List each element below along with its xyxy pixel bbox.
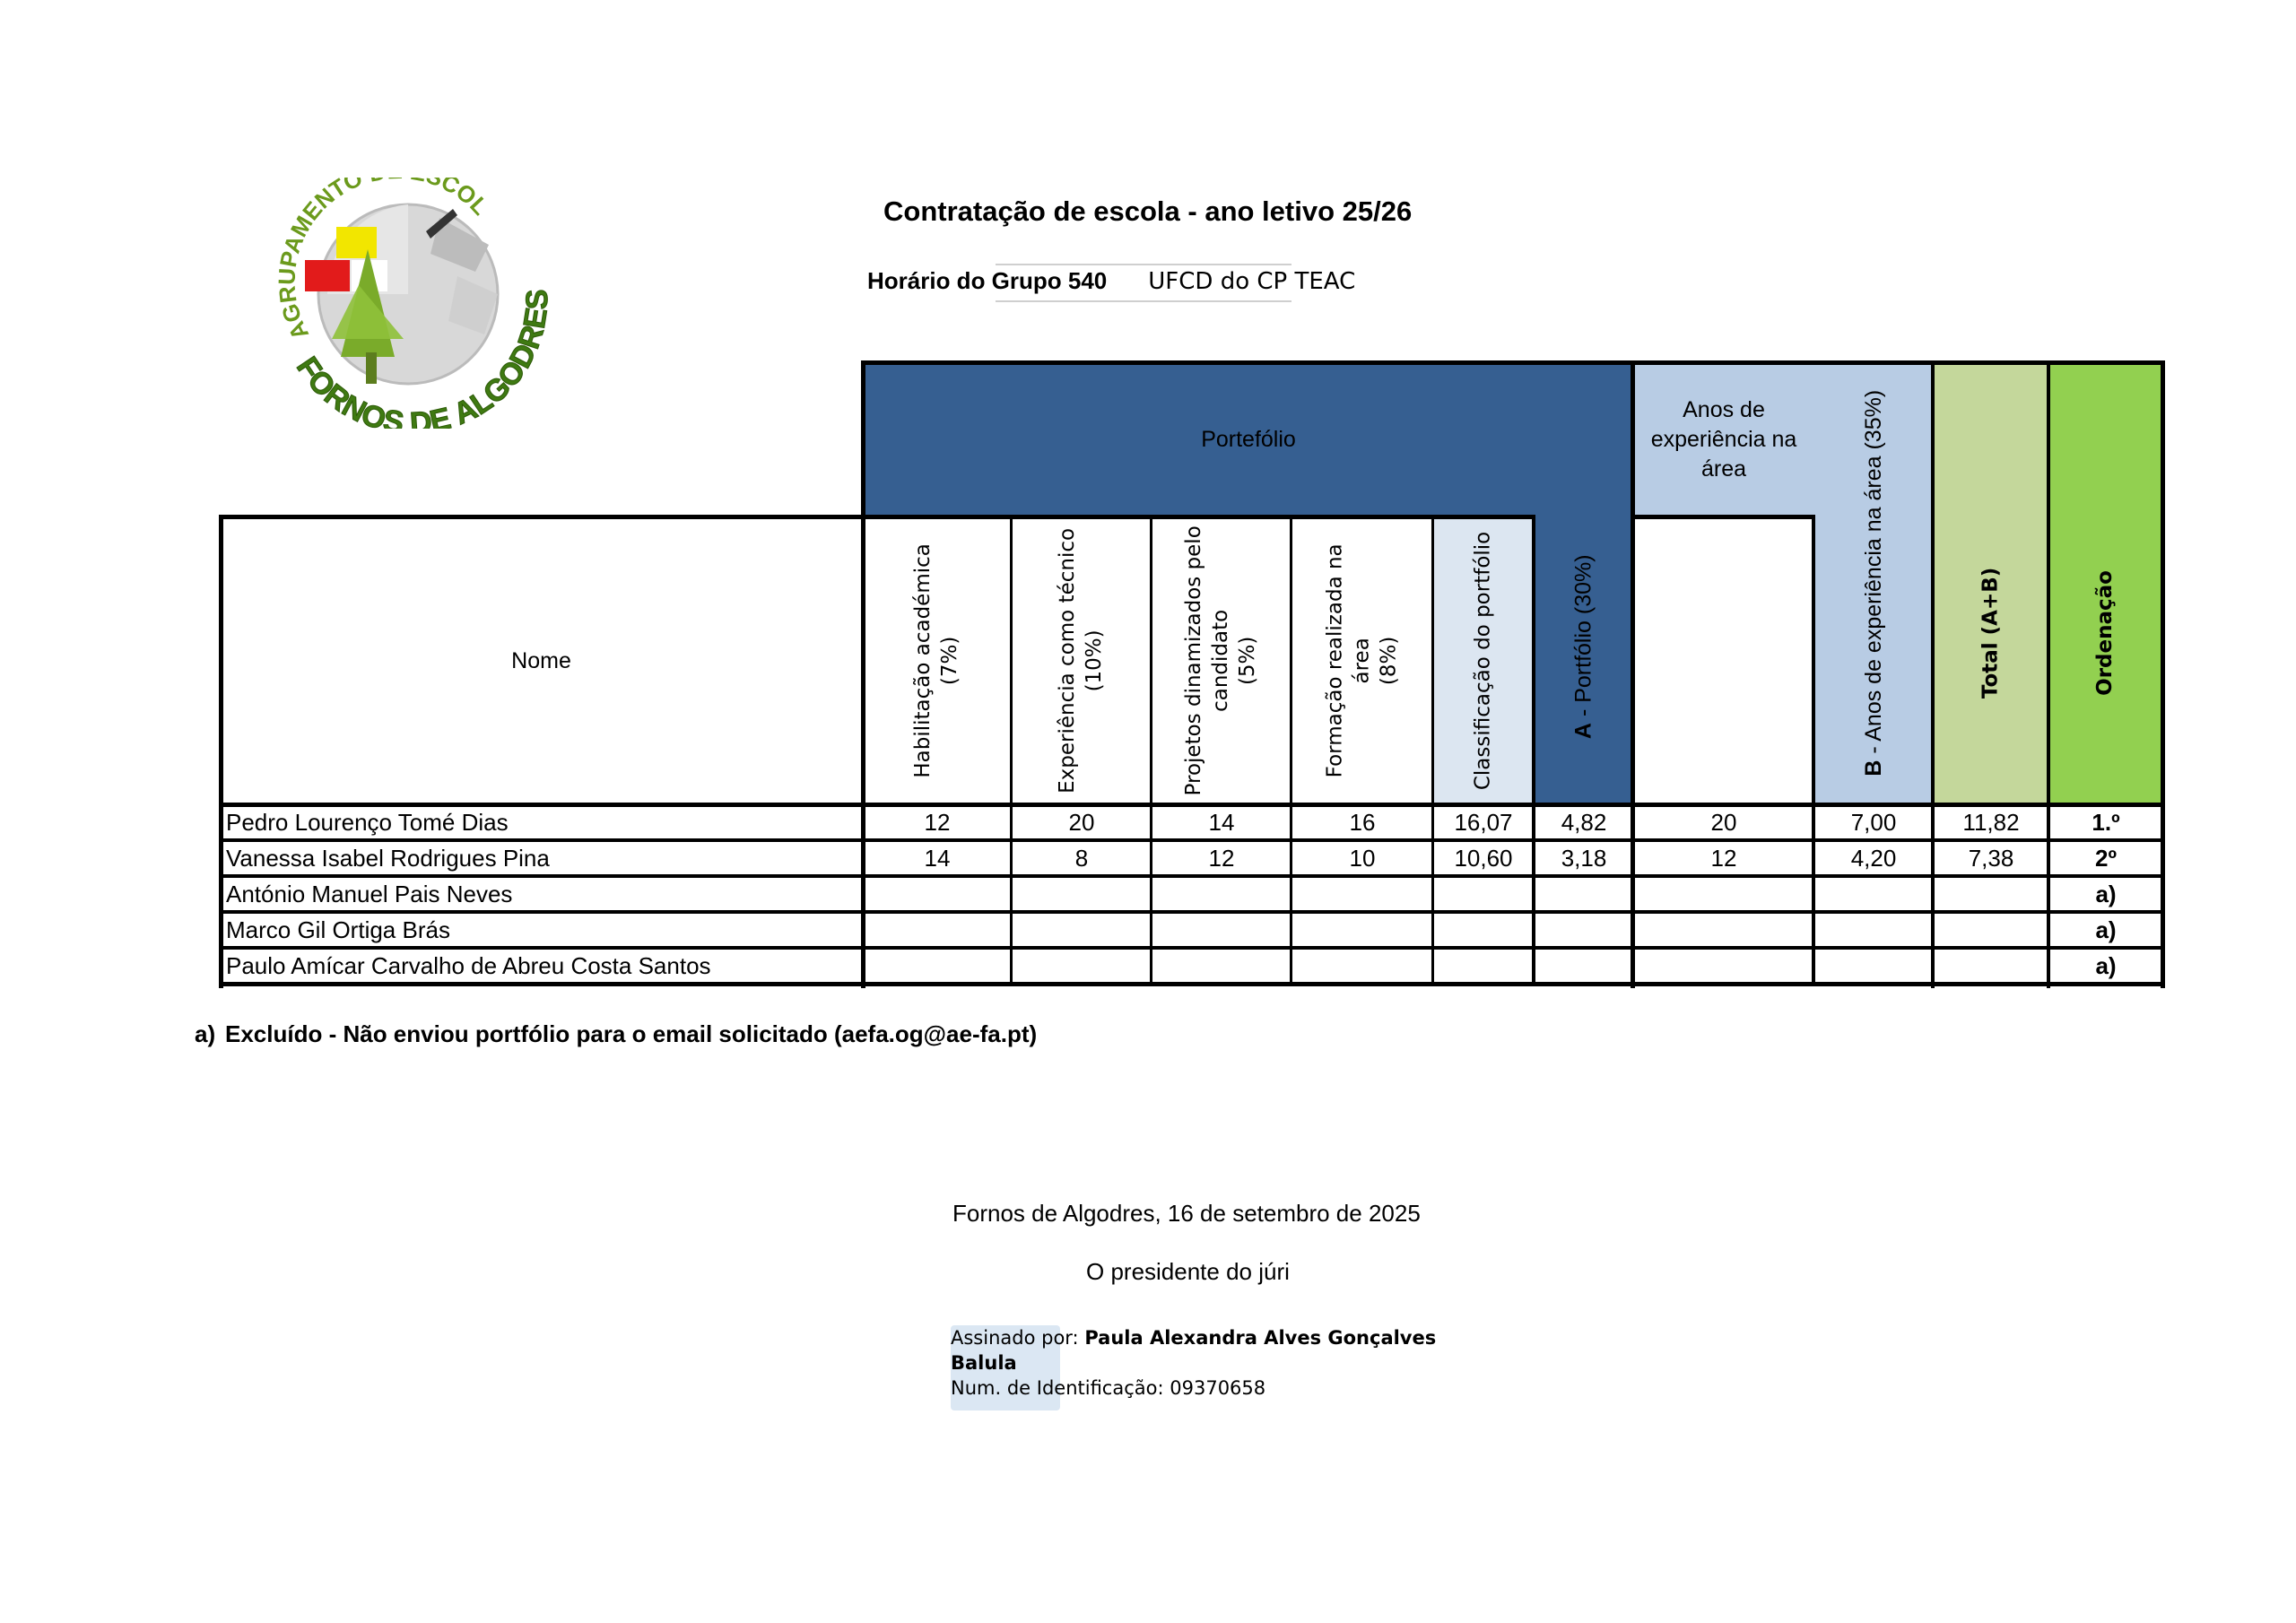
school-logo [260,178,556,429]
col-header-classificacao-label: Classificação do portfólio [1471,531,1495,791]
cell-ordenacao: a) [2095,952,2117,979]
grid-line [219,946,2165,950]
signer-name-line1: Paula Alexandra Alves Gonçalves [1084,1327,1437,1349]
grid-line [1931,360,1935,988]
col-header-a-prefix: A [1570,722,1596,739]
col-header-a-label: - Portfólio (30%) [1570,553,1596,723]
row-name: Pedro Lourenço Tomé Dias [226,809,509,836]
col-header-nome [220,517,863,804]
col-header-ordenacao-label: Ordenação [2093,569,2118,696]
digital-signature [951,1325,1436,1401]
cell-habilitacao: 12 [924,809,951,836]
signer-name-line2: Balula [951,1352,1017,1374]
cell-ordenacao: a) [2095,881,2117,907]
jury-role: O presidente do júri [1086,1258,1290,1285]
grid-line [219,838,2165,842]
col-header-b-prefix: B [1860,759,1886,777]
id-label: Num. de Identificação: [951,1377,1164,1399]
grid-line [1812,515,1815,986]
cell-classificacao: 10,60 [1454,845,1513,872]
col-header-habilitacao-line1: Habilitação académica [911,543,935,778]
portfolio-group-label: Portefólio [1201,427,1296,452]
grid-line [1431,517,1434,986]
footnote-marker: a) [195,1020,216,1047]
cell-anos: 20 [1710,809,1737,836]
col-header-total-label: Total (A+B) [1979,567,2003,699]
col-header-habilitacao [863,517,1012,804]
cell-formacao: 16 [1349,809,1376,836]
ufcd-label: UFCD do CP TEAC [1148,268,1356,295]
subtitle-bottom-rule [996,300,1292,302]
subtitle [867,267,1355,295]
col-header-experiencia-line1: Experiência como técnico [1056,528,1080,794]
row-name: Marco Gil Ortiga Brás [226,916,450,943]
grid-line [861,360,2165,365]
portfolio-group-header [863,362,1634,517]
col-header-projetos-line2: candidato [1209,609,1233,713]
col-header-experiencia-line2: (10%) [1083,629,1107,692]
id-value: 09370658 [1170,1377,1266,1399]
row-name: Vanessa Isabel Rodrigues Pina [226,845,550,872]
col-header-nome-label: Nome [511,647,571,673]
page-title: Contratação de escola - ano letivo 25/26 [883,195,1413,227]
col-header-ordenacao [2048,362,2163,804]
col-header-classificacao [1433,517,1534,804]
cell-classificacao: 16,07 [1454,809,1513,836]
anos-header [1634,362,1813,517]
grid-line [1631,360,1635,988]
grid-line [1532,517,1535,986]
group-label: Horário do Grupo 540 [867,267,1108,294]
subtitle-top-rule [996,264,1292,265]
place-date: Fornos de Algodres, 16 de setembro de 2025 [952,1200,1421,1227]
grid-line [219,515,223,988]
col-header-formacao [1292,517,1433,804]
col-header-formacao-line3: (8%) [1376,636,1400,686]
cell-a: 3,18 [1561,845,1607,872]
cell-ordenacao: 2º [2095,845,2117,872]
cell-projetos: 12 [1208,845,1235,872]
col-header-projetos-line3: (5%) [1235,636,1259,686]
grid-line [219,910,2165,914]
grid-line [1632,515,1815,519]
col-header-a [1534,517,1634,804]
cell-total: 7,38 [1968,845,2014,872]
footnote-text: Excluído - Não enviou portfólio para o email solicitado (aefa.og@ae-fa.pt) [225,1020,1038,1047]
col-header-total [1934,362,2048,804]
row-name: Paulo Amícar Carvalho de Abreu Costa Santos [226,952,711,979]
school-logo-graphic [260,178,556,429]
cell-habilitacao: 14 [924,845,951,872]
col-header-projetos-line1: Projetos dinamizados pelo [1182,525,1206,796]
signed-by-label: Assinado por: [951,1327,1079,1349]
logo-bottom-text: FORNOS DE ALGODRES [290,289,555,429]
cell-total: 11,82 [1962,809,2020,836]
col-header-b [1813,362,1934,804]
cell-formacao: 10 [1349,845,1376,872]
col-header-formacao-line2: área [1350,638,1374,684]
cell-anos: 12 [1710,845,1737,872]
col-header-b-label: - Anos de experiência na área (35%) [1860,390,1886,760]
grid-line [861,360,865,988]
anos-header-label: Anos de experiência na área [1650,397,1797,482]
row-name: António Manuel Pais Neves [226,881,513,907]
col-header-projetos [1152,517,1292,804]
cell-a: 4,82 [1561,809,1607,836]
grid-line [219,982,2165,986]
cell-ordenacao: 1.º [2092,809,2120,836]
cell-b: 7,00 [1850,809,1897,836]
grid-line [1010,517,1013,986]
col-header-habilitacao-line2: (7%) [938,636,962,686]
grid-line [219,803,2165,807]
logo-top-text: AGRUPAMENTO COL [273,178,494,344]
grid-line [1150,517,1152,986]
cell-projetos: 14 [1208,809,1235,836]
cell-ordenacao: a) [2095,916,2117,943]
col-header-experiencia [1012,517,1152,804]
grid-line [219,874,2165,878]
cell-experiencia: 8 [1074,845,1089,872]
grid-line [1290,517,1292,986]
cell-b: 4,20 [1850,845,1897,872]
col-header-formacao-line1: Formação realizada na [1323,543,1347,778]
cell-experiencia: 20 [1068,809,1095,836]
grid-line [219,515,1535,519]
